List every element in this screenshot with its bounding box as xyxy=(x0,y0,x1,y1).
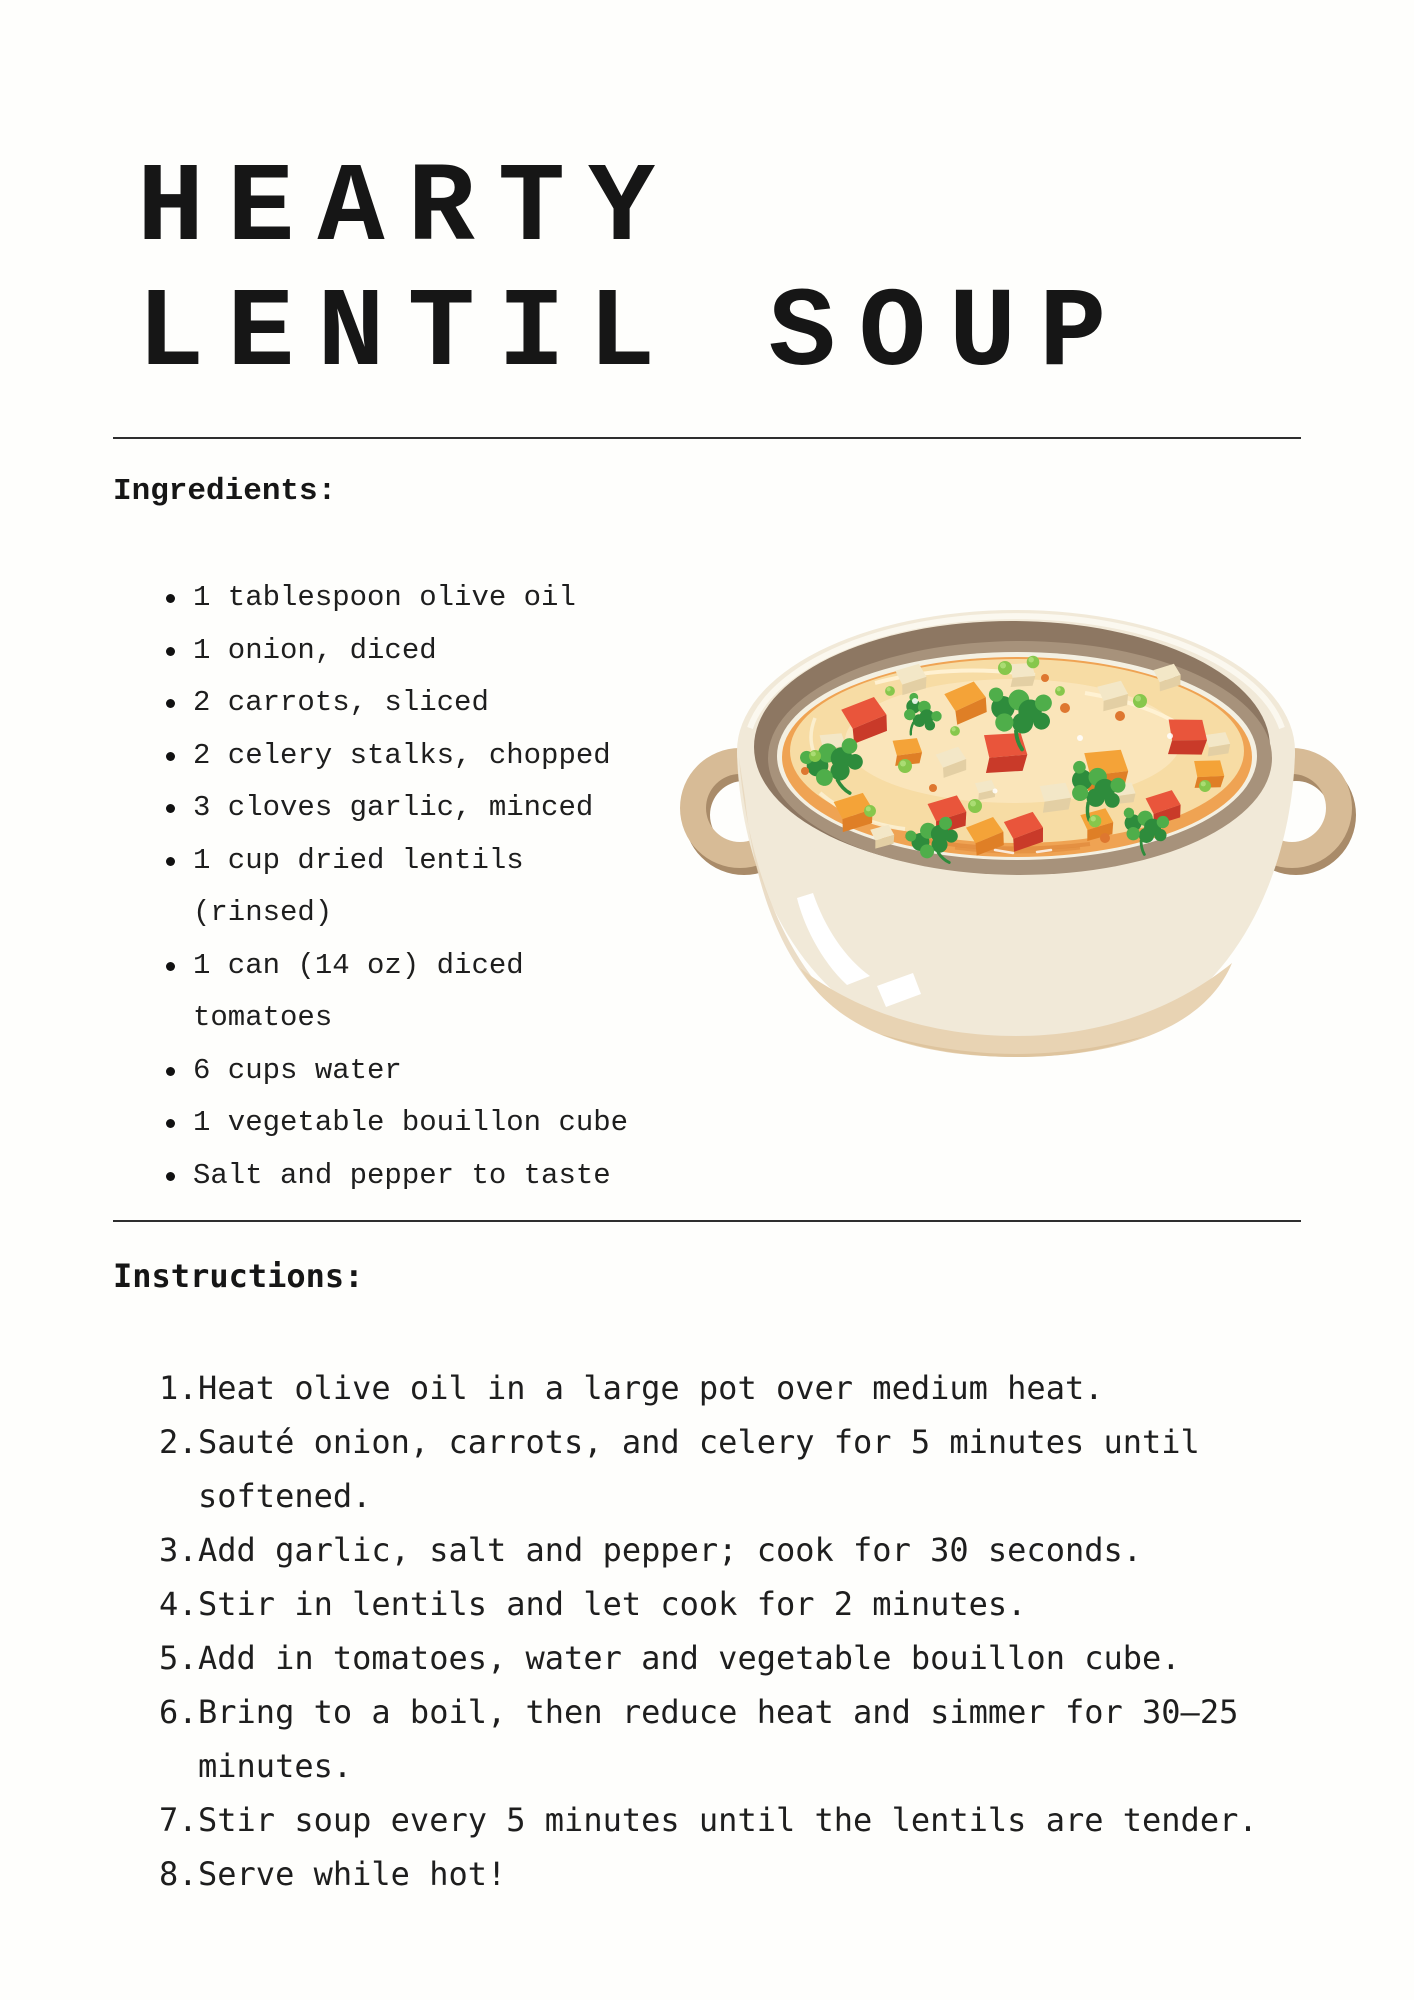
instruction-item xyxy=(159,1631,1283,1685)
instruction-item xyxy=(159,1415,1283,1523)
page-title-line2: LENTIL SOUP xyxy=(137,271,1130,398)
instruction-item xyxy=(159,1361,1283,1415)
instruction-number: 1. xyxy=(159,1369,198,1407)
bullet-icon xyxy=(160,677,193,730)
instruction-text: Sauté onion, carrots, and celery for 5 minutes until softened. xyxy=(198,1423,1200,1515)
ingredient-text: Salt and pepper to taste xyxy=(193,1158,611,1192)
bullet-icon xyxy=(160,730,193,783)
bullet-icon xyxy=(160,782,193,835)
instruction-text: Heat olive oil in a large pot over medium heat. xyxy=(198,1369,1104,1407)
soup-pot-svg xyxy=(665,598,1375,1076)
section-divider-bottom xyxy=(113,1220,1301,1222)
bullet-icon xyxy=(160,940,193,1045)
ingredient-item xyxy=(160,1097,648,1150)
ingredient-text: 1 cup dried lentils (rinsed) xyxy=(193,843,524,929)
instruction-number: 4. xyxy=(159,1585,198,1623)
instruction-item xyxy=(159,1523,1283,1577)
ingredients-list xyxy=(160,572,648,1202)
instruction-number: 5. xyxy=(159,1639,198,1677)
page-title-line1: HEARTY xyxy=(137,146,679,273)
ingredient-text: 2 carrots, sliced xyxy=(193,686,489,719)
ingredient-text: 1 tablespoon olive oil xyxy=(193,581,576,614)
ingredient-text: 6 cups water xyxy=(193,1053,402,1087)
instruction-number: 6. xyxy=(159,1693,198,1731)
soup-pot-illustration xyxy=(665,598,1375,1076)
instruction-item xyxy=(159,1847,1283,1901)
instruction-item xyxy=(159,1577,1283,1631)
ingredient-item xyxy=(160,625,648,678)
instructions-heading: Instructions: xyxy=(113,1257,364,1295)
instructions-list xyxy=(159,1361,1283,1901)
ingredient-item xyxy=(160,940,648,1045)
instruction-text: Serve while hot! xyxy=(198,1855,507,1893)
ingredients-heading: Ingredients: xyxy=(113,474,337,509)
bullet-icon xyxy=(160,1097,193,1150)
instruction-text: Stir soup every 5 minutes until the lentils are tender. xyxy=(198,1801,1258,1839)
instruction-text: Bring to a boil, then reduce heat and simmer for 30–25 minutes. xyxy=(198,1693,1239,1785)
ingredient-text: 1 vegetable bouillon cube xyxy=(193,1106,629,1139)
bullet-icon xyxy=(160,572,193,625)
bullet-icon xyxy=(160,1150,193,1203)
instruction-item xyxy=(159,1685,1283,1793)
ingredient-item xyxy=(160,1045,648,1098)
instruction-text: Stir in lentils and let cook for 2 minutes. xyxy=(198,1585,1027,1623)
instruction-number: 7. xyxy=(159,1801,198,1839)
instruction-item xyxy=(159,1793,1283,1847)
ingredient-item xyxy=(160,677,648,730)
instruction-number: 2. xyxy=(159,1423,198,1461)
instruction-number: 3. xyxy=(159,1531,198,1569)
bullet-icon xyxy=(160,835,193,940)
ingredient-text: 1 onion, diced xyxy=(193,633,437,667)
bullet-icon xyxy=(160,625,193,678)
ingredient-item xyxy=(160,835,648,940)
instruction-text: Add in tomatoes, water and vegetable bouillon cube. xyxy=(198,1639,1181,1677)
instruction-text: Add garlic, salt and pepper; cook for 30 seconds. xyxy=(198,1531,1143,1569)
ingredient-item xyxy=(160,782,648,835)
bullet-icon xyxy=(160,1045,193,1098)
instruction-number: 8. xyxy=(159,1855,198,1893)
section-divider-top xyxy=(113,437,1301,439)
ingredient-text: 1 can (14 oz) diced tomatoes xyxy=(193,948,524,1034)
ingredient-item xyxy=(160,730,648,783)
page-title xyxy=(137,147,1129,397)
ingredient-item xyxy=(160,1150,648,1203)
ingredient-text: 2 celery stalks, chopped xyxy=(193,738,611,772)
ingredient-item xyxy=(160,572,648,625)
ingredient-text: 3 cloves garlic, minced xyxy=(193,791,594,824)
